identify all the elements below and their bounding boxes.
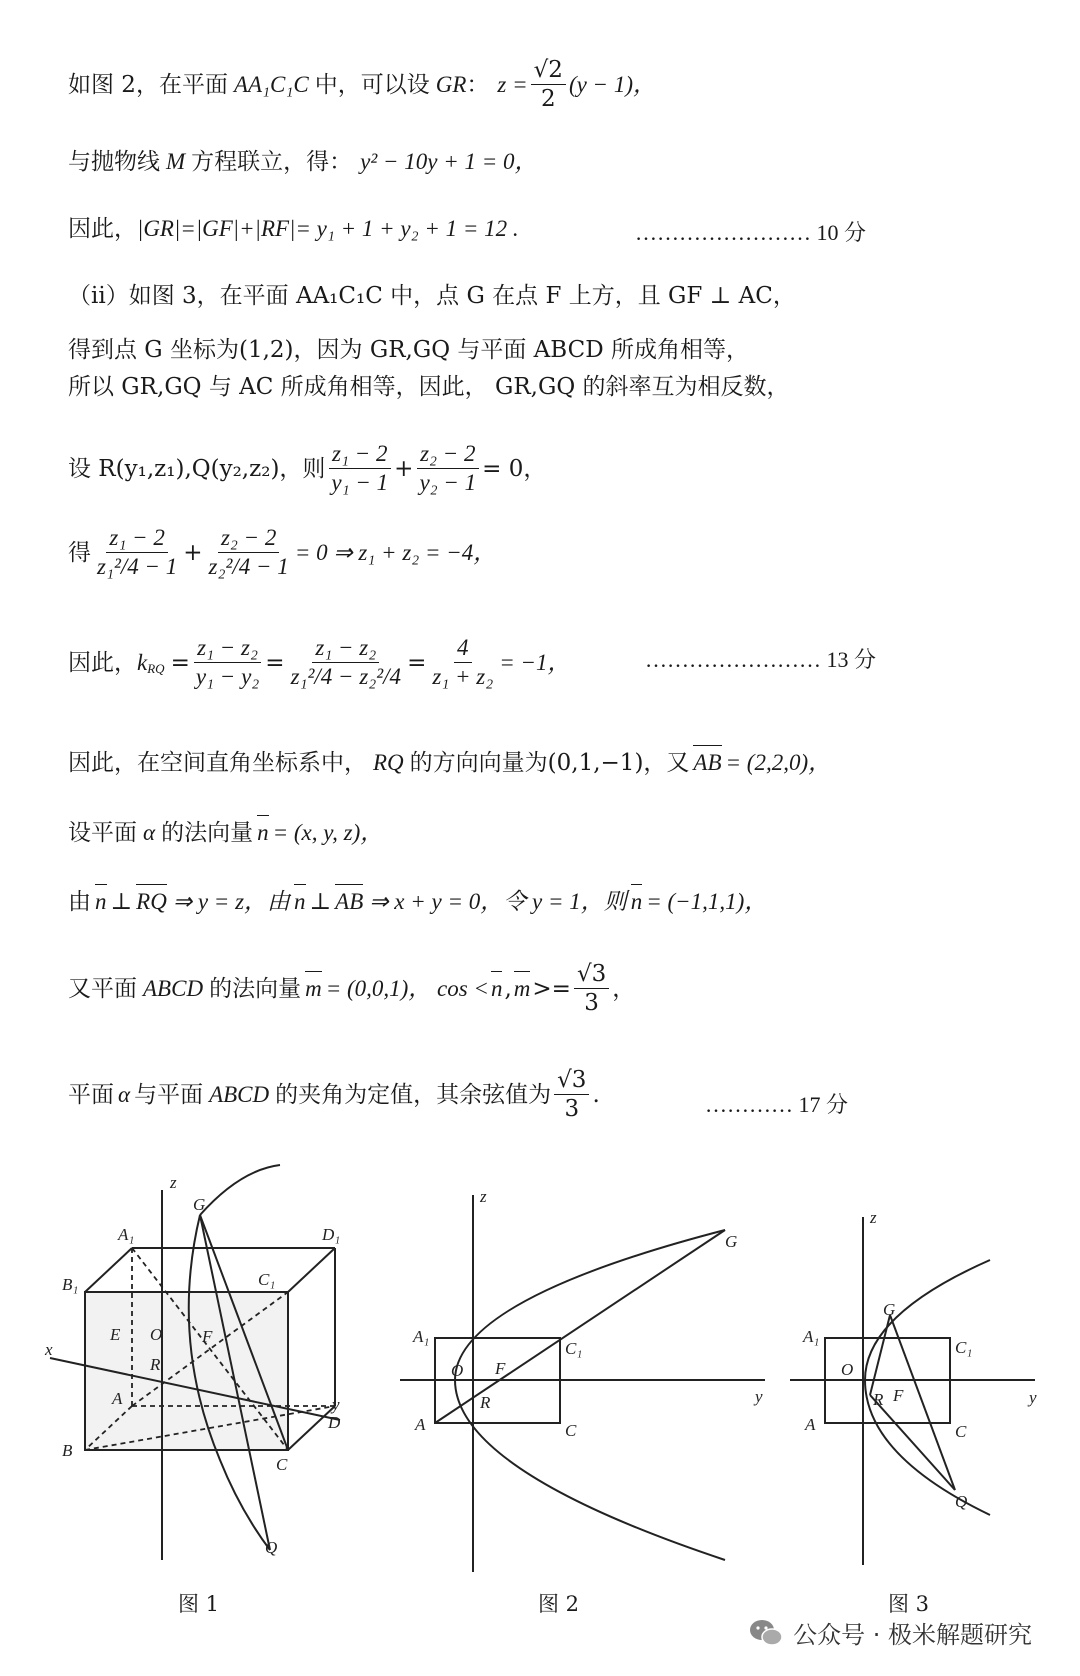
label-q: Q	[265, 1538, 278, 1557]
vector-ab: AB	[335, 887, 363, 917]
equals-sign: =	[265, 649, 285, 676]
line-name: GR	[435, 71, 467, 97]
fraction	[574, 960, 609, 1017]
text: ⇒ x + y = 0，令 y = 1，则	[369, 889, 627, 914]
line-rq	[870, 1395, 955, 1490]
text: 又平面	[68, 975, 137, 1002]
text: 的方向向量为(0,1,−1)，又	[409, 750, 690, 776]
solution-line-7	[68, 440, 546, 497]
text: 与平面	[134, 1081, 204, 1108]
figure-1-cube	[40, 1160, 400, 1580]
vector-n: n	[631, 887, 643, 917]
fraction-numerator: 4	[454, 634, 472, 663]
text: 中，可以设	[314, 71, 430, 98]
equation-part: (y − 1)，	[568, 71, 656, 97]
label-o: O	[841, 1360, 854, 1379]
label-f: F	[495, 1359, 506, 1378]
figure-3-caption: 图 3	[888, 1592, 930, 1616]
vector-rq: RQ	[136, 887, 167, 917]
equation-part: z =	[497, 71, 528, 97]
label-c: C	[276, 1455, 288, 1474]
text: 得到点 G 坐标为(1,2)，因为 GR,GQ 与平面 ABCD 所成角相等，	[68, 337, 749, 363]
equation: |GR|=|GF|+|RF|= y₁ + 1 + y₂ + 1 = 12 .	[137, 216, 519, 241]
fraction-denominator: y₂ − 1	[419, 470, 477, 495]
text: >=	[532, 975, 571, 1002]
text: = (x, y, z)，	[272, 820, 384, 845]
label-d: D	[328, 1413, 341, 1432]
edge-d1c1	[288, 1248, 335, 1292]
score-10: …………………… 10 分	[635, 220, 867, 245]
fraction-numerator: √2	[531, 56, 566, 85]
parabola	[865, 1260, 990, 1515]
fraction	[328, 440, 391, 497]
text: 的法向量	[161, 820, 254, 846]
watermark	[749, 1615, 1032, 1650]
label-z: z	[480, 1187, 487, 1206]
label-f: F	[202, 1327, 213, 1346]
label-a1: A₁	[413, 1327, 430, 1346]
vector-m: m	[514, 974, 531, 1004]
label-b: B	[62, 1441, 73, 1460]
label-c1: C₁	[565, 1339, 583, 1358]
comma: ,	[504, 975, 512, 1002]
text: = (2,2,0)，	[725, 750, 832, 775]
vector-n: n	[491, 974, 503, 1004]
text: 的法向量	[209, 975, 302, 1002]
plane-name: ABCD	[209, 1081, 270, 1107]
fraction-denominator: y₁ − y₂	[195, 664, 260, 689]
text: .	[592, 1081, 600, 1108]
label-y: y	[1029, 1388, 1037, 1407]
text: = (−1,1,1)，	[646, 889, 768, 914]
fraction-denominator: 2	[540, 86, 556, 112]
label-a: A	[805, 1415, 816, 1434]
plane-name: ABCD	[143, 975, 204, 1001]
fraction	[94, 524, 180, 581]
label-z: z	[870, 1208, 877, 1227]
text: 的夹角为定值，其余弦值为	[275, 1081, 552, 1108]
text: ：	[466, 71, 490, 98]
text: 方程联立，得：	[191, 149, 353, 175]
fraction-numerator: z₁ − z₂	[194, 634, 261, 663]
text: 平面	[68, 1081, 114, 1108]
fraction	[206, 524, 292, 581]
fraction-denominator: z₁ + z₂	[432, 664, 494, 689]
text: 设平面	[68, 820, 137, 846]
label-g: G	[193, 1195, 206, 1214]
fraction	[531, 56, 566, 113]
plane-name: AA₁C₁C	[233, 71, 309, 97]
wechat-icon	[749, 1618, 783, 1648]
vector-ab: AB	[693, 748, 721, 778]
solution-line-4	[68, 281, 796, 311]
plane-alpha: α	[118, 1081, 131, 1107]
label-a1: A₁	[803, 1327, 820, 1346]
fraction-denominator: 3	[584, 990, 599, 1016]
solution-line-10	[68, 748, 831, 778]
line-gr	[870, 1315, 890, 1395]
label-a: A	[415, 1415, 426, 1434]
fraction-numerator: z₂ − 2	[417, 440, 478, 469]
label-r: R	[480, 1393, 491, 1412]
text: 因此，在空间直角坐标系中，	[68, 750, 367, 776]
equals-sign: =	[407, 649, 427, 676]
text: ，	[612, 975, 636, 1002]
fraction-numerator: √3	[574, 960, 609, 989]
fraction-numerator: z₁ − 2	[106, 524, 167, 553]
fraction	[416, 440, 479, 497]
solution-line-1	[68, 56, 656, 113]
solution-line-13	[68, 960, 635, 1017]
solution-line-12	[68, 887, 767, 917]
text: 得	[68, 539, 91, 566]
perp-symbol: ⊥	[110, 889, 133, 915]
slope-symbol: k	[137, 649, 148, 675]
label-z: z	[170, 1173, 177, 1192]
text: 所以 GR,GQ 与 AC 所成角相等，因此， GR,GQ 的斜率互为相反数，	[68, 374, 790, 400]
perp-symbol: ⊥	[309, 889, 332, 915]
label-c: C	[565, 1421, 577, 1440]
score-17: ………… 17 分	[705, 1092, 849, 1117]
fraction-denominator: 3	[564, 1096, 580, 1122]
label-r: R	[873, 1390, 884, 1409]
figure-2-caption: 图 2	[538, 1592, 580, 1616]
curve-name: M	[166, 149, 186, 174]
text: 设 R(y₁,z₁),Q(y₂,z₂)，则	[68, 455, 326, 482]
solution-line-2	[68, 147, 538, 177]
equation: y² − 10y + 1 = 0，	[360, 149, 538, 174]
text: = 0，	[482, 455, 547, 482]
solution-line-11	[68, 818, 383, 848]
solution-line-14	[68, 1066, 600, 1123]
fraction	[554, 1066, 589, 1123]
label-a: A	[112, 1389, 123, 1408]
vector-n: n	[257, 818, 269, 848]
vector-n: n	[95, 887, 107, 917]
label-g: G	[883, 1300, 896, 1319]
label-r: R	[150, 1355, 161, 1374]
fraction-numerator: z₁ − z₂	[312, 634, 379, 663]
solution-line-3	[68, 214, 519, 244]
label-c1: C₁	[955, 1338, 973, 1357]
text: （ii）如图 3，在平面 AA₁C₁C 中，点 G 在点 F 上方，且 GF ⊥ AC，	[68, 283, 796, 309]
label-e: E	[110, 1325, 121, 1344]
edge-b1a1	[85, 1248, 132, 1292]
label-y: y	[332, 1395, 340, 1414]
vector-n: n	[294, 887, 306, 917]
label-d1: D₁	[322, 1225, 341, 1244]
label-c: C	[955, 1422, 967, 1441]
label-q: Q	[955, 1492, 968, 1511]
solution-line-5	[68, 335, 749, 365]
solution-line-6	[68, 372, 790, 402]
solution-line-8	[68, 524, 496, 581]
figure-2-plane-section	[395, 1180, 775, 1580]
fraction-numerator: √3	[554, 1066, 589, 1095]
line-ag	[435, 1230, 725, 1423]
text: 因此，	[68, 649, 137, 676]
fraction-denominator: z₁²/4 − 1	[97, 554, 178, 579]
fraction-denominator: z₁²/4 − z₂²/4	[290, 664, 402, 689]
vector-m: m	[305, 974, 322, 1004]
text: = (0,0,1)， cos <	[325, 975, 489, 1001]
plane-alpha: α	[143, 820, 156, 845]
text: 由	[68, 889, 91, 915]
fraction-numerator: z₁ − 2	[329, 440, 390, 469]
score-13: …………………… 13 分	[645, 647, 877, 672]
text: 因此，	[68, 216, 137, 242]
figure-1-caption: 图 1	[178, 1592, 220, 1616]
label-a1: A₁	[118, 1225, 135, 1244]
fraction	[288, 634, 405, 691]
plus-sign: +	[183, 539, 203, 566]
watermark-text: 公众号 · 极米解题研究	[793, 1621, 1032, 1649]
slope-subscript: RQ	[147, 660, 165, 676]
equals-sign: =	[170, 649, 190, 676]
label-g: G	[725, 1232, 738, 1251]
label-o: O	[451, 1361, 464, 1380]
fraction-denominator: y₁ − 1	[331, 470, 389, 495]
figure-3-plane-section	[785, 1205, 1045, 1575]
fraction-denominator: z₂²/4 − 1	[208, 554, 289, 579]
label-f: F	[893, 1386, 904, 1405]
label-b1: B₁	[62, 1275, 79, 1294]
fraction	[429, 634, 496, 691]
fraction-numerator: z₂ − 2	[218, 524, 279, 553]
text: ⇒ y = z，由	[172, 889, 291, 914]
text: = −1，	[499, 649, 571, 675]
text: 与抛物线	[68, 149, 160, 175]
fraction	[193, 634, 262, 691]
plus-sign: +	[394, 455, 414, 482]
label-y: y	[755, 1387, 763, 1406]
line-name: RQ	[373, 750, 404, 775]
label-c1: C₁	[258, 1270, 276, 1289]
solution-line-9	[68, 634, 571, 691]
parabola	[455, 1230, 725, 1560]
label-o: O	[150, 1325, 163, 1344]
text: 如图 2，在平面	[68, 71, 228, 98]
label-x: x	[45, 1340, 53, 1359]
equation: = 0 ⇒ z₁ + z₂ = −4，	[294, 539, 497, 565]
